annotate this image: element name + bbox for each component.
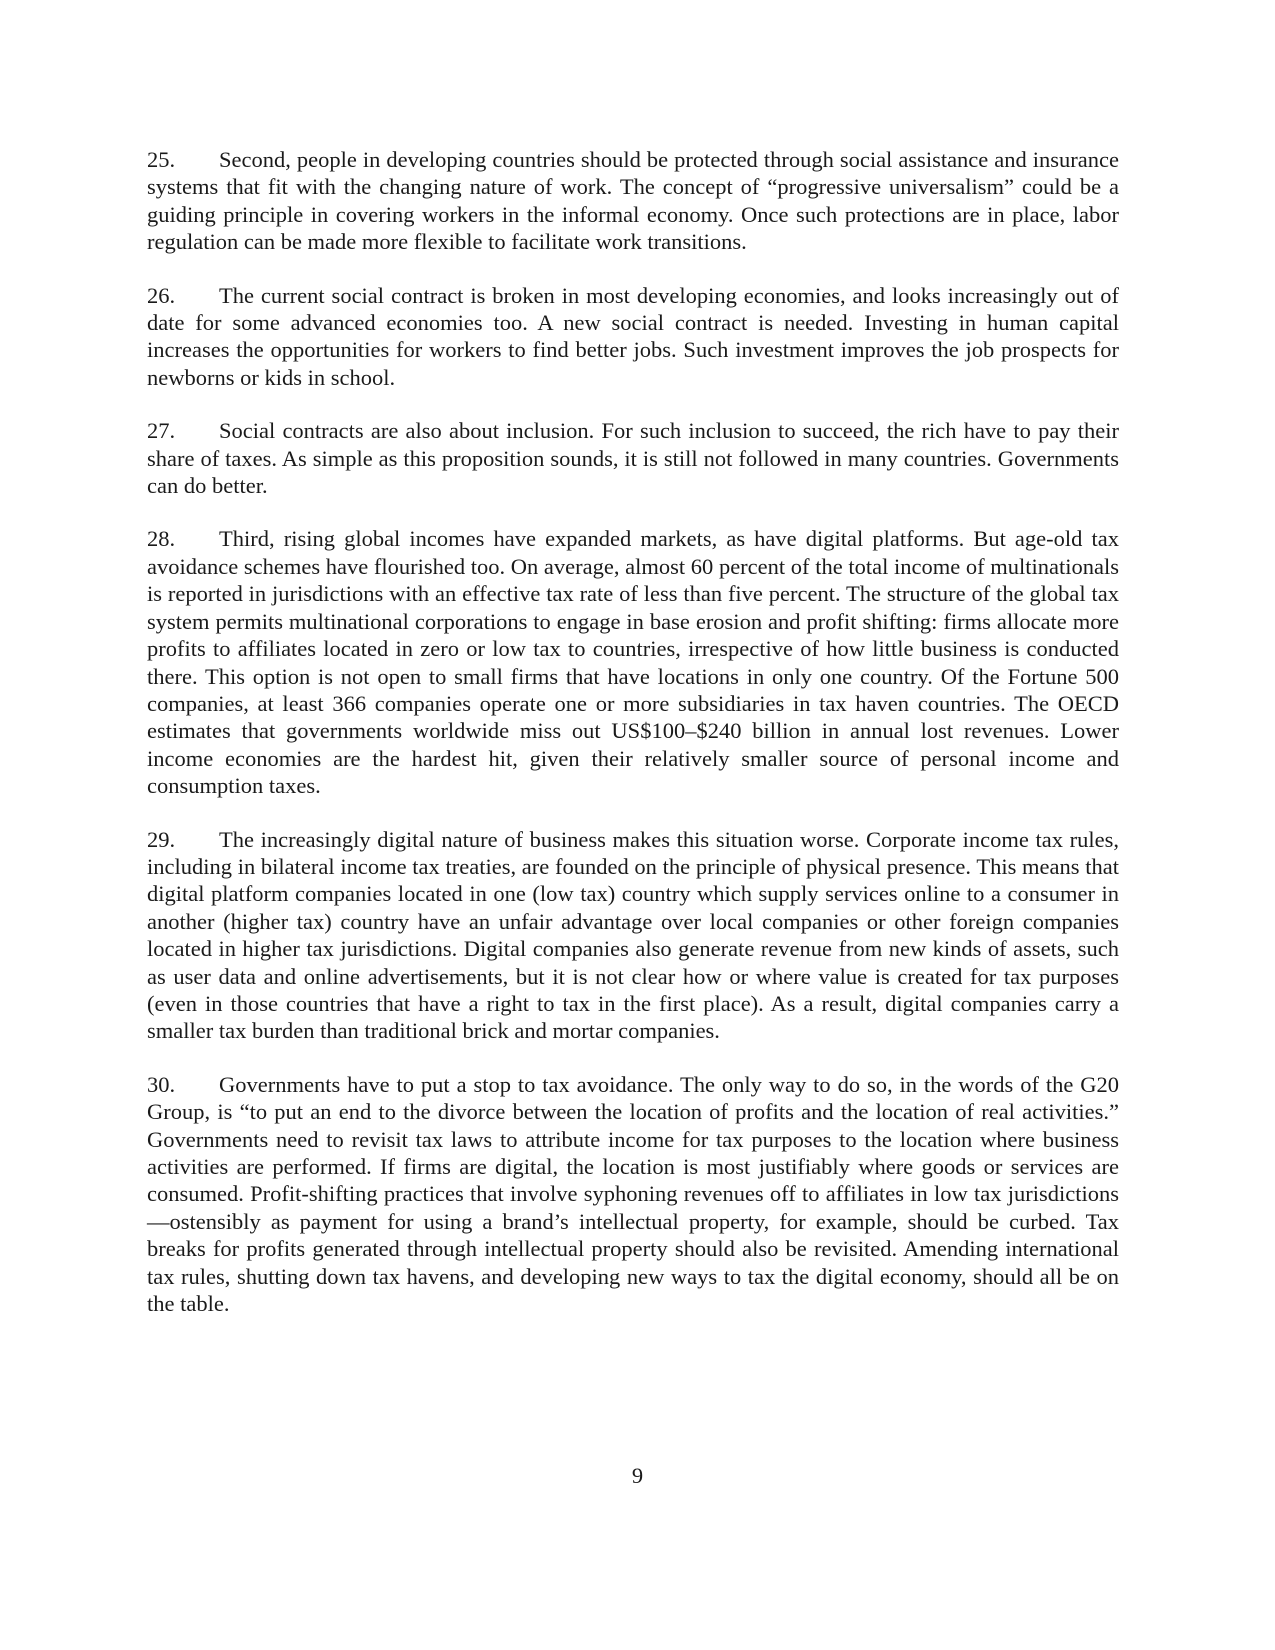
paragraph-number: 28. — [147, 526, 176, 552]
paragraph-text: Third, rising global incomes have expanded markets, as have digital platforms. But age-old tax avoidance schemes have flourished too. On average, almost 60 percent of the total income of multinationals is reported in jurisdictions with an effective tax rate of less than five percent. The structure of the global tax system permits multinational corporations to engage in base erosion and profit shifting: firms allocate more profits to affiliates located in zero or low tax to countries, irrespective of how little business is conducted there. This option is not open to small firms that have locations in only one country. Of the Fortune 500 companies, at least 366 companies operate one or more subsidiaries in tax haven countries. The OECD estimates that governments worldwide miss out US$100–$240 billion in annual lost revenues. Lower income economies are the hardest hit, given their relatively smaller source of personal income and consumption taxes. — [147, 526, 1119, 799]
body-text — [147, 146, 1119, 1317]
paragraph-text: Second, people in developing countries should be protected through social assistance and insurance systems that fit with the changing nature of work. The concept of “progressive universalism” could be a guiding principle in covering workers in the informal economy. Once such protections are in place, labor regulation can be made more flexible to facilitate work transitions. — [147, 147, 1119, 255]
paragraph-number: 27. — [147, 418, 176, 444]
paragraph-text: The current social contract is broken in most developing economies, and looks increasingly out of date for some advanced economies too. A new social contract is needed. Investing in human capital increases the opportunities for workers to find better jobs. Such investment improves the job prospects for newborns or kids in school. — [147, 282, 1119, 390]
paragraph-27 — [147, 417, 1119, 499]
paragraph-26 — [147, 282, 1119, 392]
paragraph-30 — [147, 1071, 1119, 1318]
paragraph-number: 26. — [147, 282, 176, 308]
page-number: 9 — [631, 1463, 644, 1488]
paragraph-25 — [147, 146, 1119, 256]
paragraph-text: Governments have to put a stop to tax avoidance. The only way to do so, in the words of the G20 Group, is “to put an end to the divorce between the location of profits and the location of real activities.” Governments need to revisit tax laws to attribute income for tax purposes to the location where business activities are performed. If firms are digital, the location is most justifiably where goods or services are consumed. Profit-shifting practices that involve syphoning revenues off to affiliates in low tax jurisdictions—ostensibly as payment for using a brand’s intellectual property, for example, should be curbed. Tax breaks for profits generated through intellectual property should also be revisited. Amending international tax rules, shutting down tax havens, and developing new ways to tax the digital economy, should all be on the table. — [147, 1071, 1119, 1317]
paragraph-number: 29. — [147, 826, 176, 852]
paragraph-number: 30. — [147, 1071, 176, 1097]
paragraph-text: Social contracts are also about inclusion. For such inclusion to succeed, the rich have to pay their share of taxes. As simple as this proposition sounds, it is still not followed in many countries. Governments can do better. — [147, 418, 1119, 499]
paragraph-28 — [147, 525, 1119, 799]
paragraph-29 — [147, 826, 1119, 1045]
paragraph-text: The increasingly digital nature of business makes this situation worse. Corporate income tax rules, including in bilateral income tax treaties, are founded on the principle of physical presence. This means that digital platform companies located in one (low tax) country which supply services online to a consumer in another (higher tax) country have an unfair advantage over local companies or other foreign companies located in higher tax jurisdictions. Digital companies also generate revenue from new kinds of assets, such as user data and online advertisements, but it is not clear how or where value is created for tax purposes (even in those countries that have a right to tax in the first place). As a result, digital companies carry a smaller tax burden than traditional brick and mortar companies. — [147, 826, 1119, 1044]
paragraph-number: 25. — [147, 147, 176, 172]
